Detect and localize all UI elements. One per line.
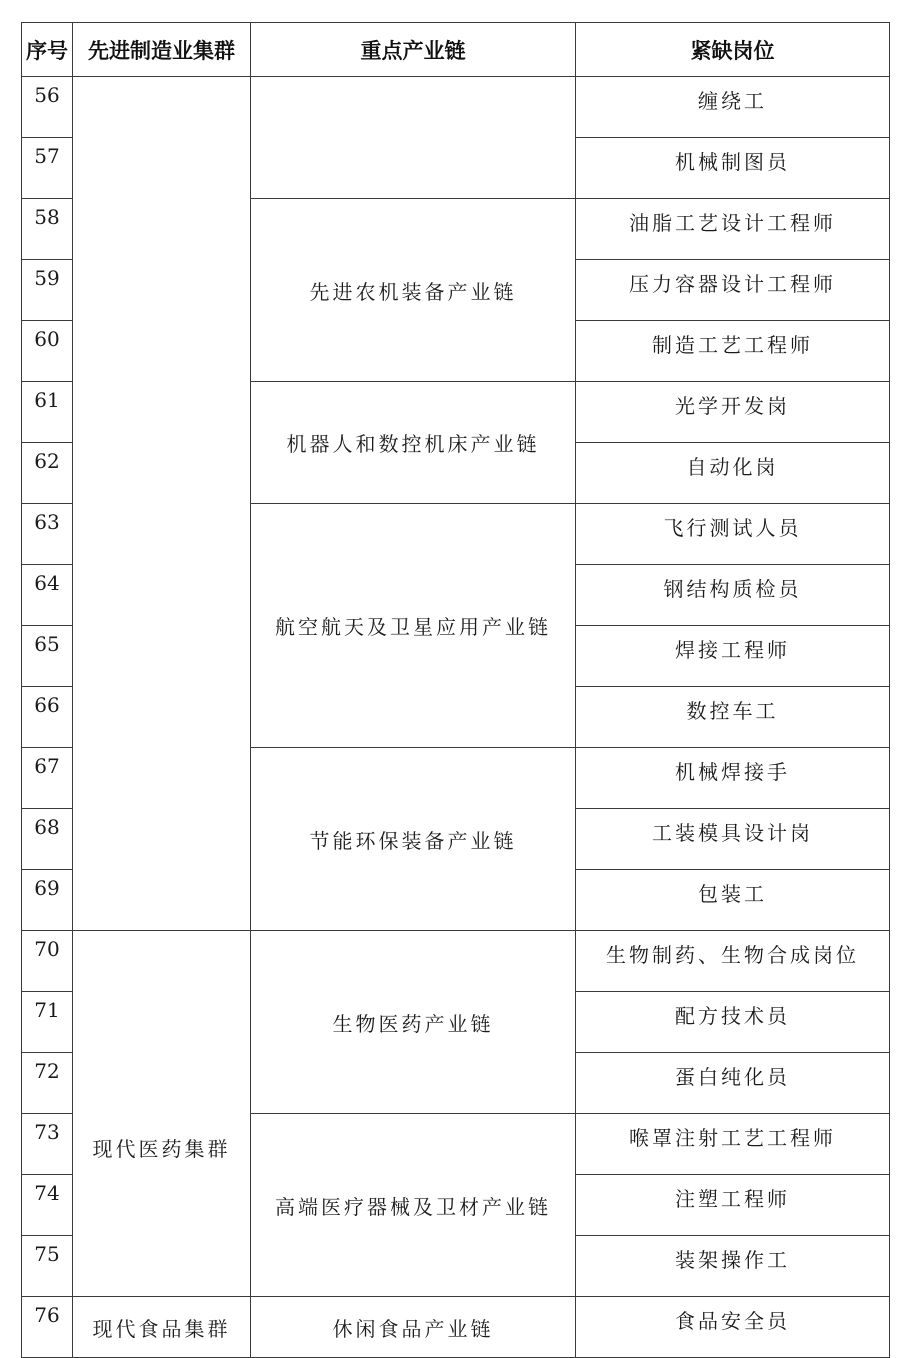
row-number: 56: [22, 77, 73, 138]
job-cell: 蛋白纯化员: [576, 1053, 890, 1114]
job-cell: 配方技术员: [576, 992, 890, 1053]
chain-cell-energy-saving: 节能环保装备产业链: [251, 748, 576, 931]
chain-cell-biomedicine: 生物医药产业链: [251, 931, 576, 1114]
header-seq: 序号: [22, 23, 73, 77]
job-cell: 喉罩注射工艺工程师: [576, 1114, 890, 1175]
row-number: 69: [22, 870, 73, 931]
cluster-label-medical: 现代医药集群: [92, 1137, 231, 1161]
row-number: 73: [22, 1114, 73, 1175]
job-cell: 自动化岗: [576, 443, 890, 504]
job-cell: 制造工艺工程师: [576, 321, 890, 382]
table-row: [22, 77, 890, 138]
job-cell: 焊接工程师: [576, 626, 890, 687]
table-row: [22, 1297, 890, 1358]
header-job: 紧缺岗位: [576, 23, 890, 77]
row-number: 65: [22, 626, 73, 687]
job-cell: 机械焊接手: [576, 748, 890, 809]
chain-cell-agri-machinery: 先进农机装备产业链: [251, 199, 576, 382]
row-number: 66: [22, 687, 73, 748]
table-header-row: [22, 23, 890, 77]
job-cell: 装架操作工: [576, 1236, 890, 1297]
row-number: 61: [22, 382, 73, 443]
row-number: 68: [22, 809, 73, 870]
row-number: 75: [22, 1236, 73, 1297]
row-number: 64: [22, 565, 73, 626]
header-chain: 重点产业链: [251, 23, 576, 77]
cluster-cell-food: 现代食品集群: [73, 1297, 251, 1358]
row-number: 71: [22, 992, 73, 1053]
job-cell: 注塑工程师: [576, 1175, 890, 1236]
row-number: 74: [22, 1175, 73, 1236]
row-number: 58: [22, 199, 73, 260]
chain-cell-snack-food: 休闲食品产业链: [251, 1297, 576, 1358]
job-cell: 钢结构质检员: [576, 565, 890, 626]
job-cell: 数控车工: [576, 687, 890, 748]
row-number: 72: [22, 1053, 73, 1114]
row-number: 63: [22, 504, 73, 565]
chain-cell-unnamed: [251, 77, 576, 199]
row-number: 57: [22, 138, 73, 199]
job-cell: 缠绕工: [576, 77, 890, 138]
cluster-cell-advanced-manufacturing: [73, 77, 251, 931]
chain-cell-medical-devices: 高端医疗器械及卫材产业链: [251, 1114, 576, 1297]
row-number: 60: [22, 321, 73, 382]
row-number: 76: [22, 1297, 73, 1358]
job-cell: 机械制图员: [576, 138, 890, 199]
cluster-cell-medical: [73, 931, 251, 1297]
job-cell: 生物制药、生物合成岗位: [576, 931, 890, 992]
job-cell: 飞行测试人员: [576, 504, 890, 565]
chain-cell-robot-cnc: 机器人和数控机床产业链: [251, 382, 576, 504]
job-cell: 压力容器设计工程师: [576, 260, 890, 321]
header-cluster: 先进制造业集群: [73, 23, 251, 77]
job-cell: 油脂工艺设计工程师: [576, 199, 890, 260]
chain-cell-aerospace: 航空航天及卫星应用产业链: [251, 504, 576, 748]
row-number: 59: [22, 260, 73, 321]
shortage-jobs-table: [21, 22, 890, 1358]
job-cell: 光学开发岗: [576, 382, 890, 443]
row-number: 67: [22, 748, 73, 809]
row-number: 70: [22, 931, 73, 992]
row-number: 62: [22, 443, 73, 504]
table-row: [22, 931, 890, 992]
job-cell: 食品安全员: [576, 1297, 890, 1358]
job-cell: 包装工: [576, 870, 890, 931]
job-cell: 工装模具设计岗: [576, 809, 890, 870]
